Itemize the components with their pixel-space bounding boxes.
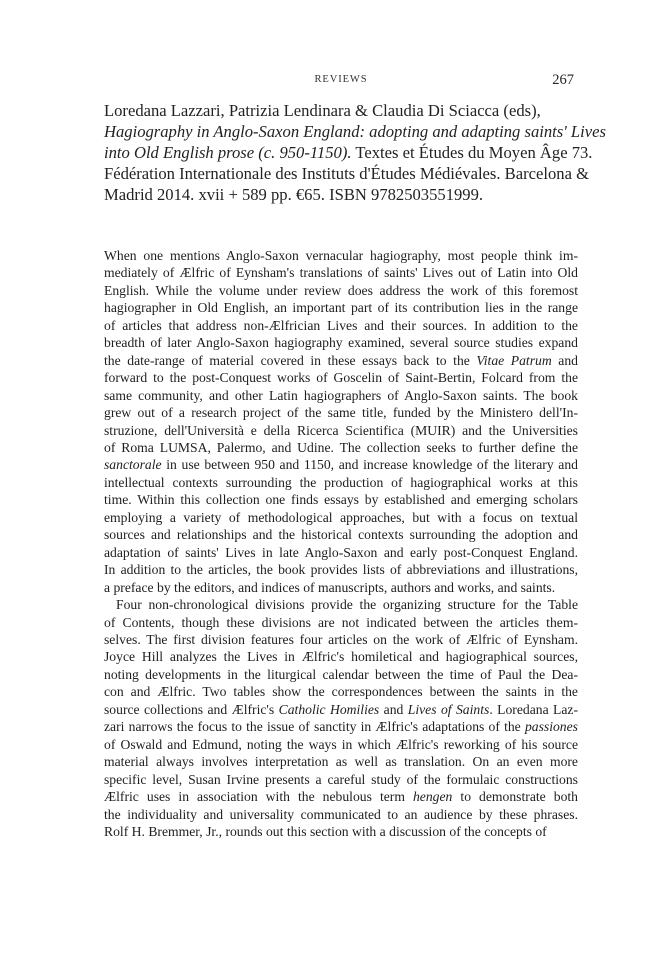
body-line [104,422,578,439]
body-line [104,683,578,700]
body-line [104,561,578,578]
citation-title-end: into Old English prose (c. 950-1150). [104,143,352,162]
body-text-segment: When one mentions Anglo-Saxon vernacular hagiography, most people think im- [104,248,578,263]
citation-series: Textes et Études du Moyen Âge 73. [355,143,593,162]
body-text-segment: a preface by the editors, and indices of manuscripts, authors and works, and saints. [104,579,556,595]
body-line [104,491,578,508]
body-text-segment: breadth of later Anglo-Saxon hagiography examined, several source studies expand [104,335,578,351]
body-text-segment: In addition to the articles, the book provides lists of abbreviations and illustrations, [104,562,578,578]
italic-text: sanctorale [104,457,162,473]
body-text-segment: and [379,701,408,717]
body-text-segment: the date-range of material covered in these essays back to the [104,352,477,368]
body-text-segment: Joyce Hill analyzes the Lives in Ælfric's homiletical and hagiographical sources, [104,649,578,665]
body-line [104,596,578,613]
body-line [104,526,578,543]
body-line [104,806,578,823]
body-text-segment: adaptation of saints' Lives in late Anglo-Saxon and early post-Conquest England. [104,544,578,560]
body-line [104,648,578,665]
body-line [104,718,578,735]
body-line [104,736,578,753]
body-line [104,701,578,718]
body-text-segment: forward to the post-Conquest works of Goscelin of Saint-Bertin, Folcard from the [104,370,578,386]
body-line [104,771,578,788]
body-text-segment: material always involves interpretation as well as translation. On an even more [104,754,578,770]
citation-details: Madrid 2014. xvii + 589 pp. €65. ISBN 9782503551999. [104,185,484,204]
body-text-segment: of Oswald and Edmund, noting the ways in which Ælfric's reworking of his source [104,736,578,752]
body-text-segment: . Loredana Laz- [489,701,579,717]
body-line [104,666,578,683]
italic-text: passiones [524,719,578,735]
running-head [104,74,578,90]
body-line [104,579,578,596]
body-text-segment: source collections and Ælfric's [104,701,279,717]
italic-text: Vitae Patrum [476,352,552,368]
body-line [104,404,578,421]
body-text-segment: same community, and other Latin hagiographers of Anglo-Saxon saints. The book [104,387,578,403]
body-text-segment: Rolf H. Bremmer, Jr., rounds out this section with a discussion of the concepts of [104,823,547,839]
body-line [104,264,578,281]
body-line [104,247,578,264]
body-text-segment: selves. The first division features four articles on the work of Ælfric of Eynsham. [104,631,578,647]
body-text-segment: in use between 950 and 1150, and increase knowledge of the literary and [161,457,578,473]
body-text-segment: hagiographer in Old English, an important part of its contribution lies in the range [104,300,578,316]
body-line [104,282,578,299]
italic-text: Lives of Saints [407,701,490,717]
body-text-segment: employing a variety of methodological approaches, but with a focus on textual [104,509,578,525]
body-line [104,544,578,561]
body-text-segment: to demonstrate both [452,789,578,805]
body-text-segment: of Contents, though these divisions are not indicated between the articles them- [104,614,578,630]
body-line [104,387,578,404]
body-line [104,509,578,526]
citation-publisher: Fédération Internationale des Instituts d'Études Médiévales. Barcelona & [104,164,589,183]
body-text-segment: Ælfric uses in association with the nebulous term [104,789,413,805]
body-line [104,753,578,770]
body-text-segment: specific level, Susan Irvine presents a careful study of the formulaic constructions [104,771,578,787]
body-text-segment: noting developments in the liturgical calendar between the time of Paul the Dea- [104,666,578,682]
body-text-segment: of Roma LUMSA, Palermo, and Udine. The collection seeks to further define the [104,439,578,455]
body-text-segment: zari narrows the focus to the issue of sanctity in Ælfric's adaptations of the [104,719,525,735]
body-text-segment: of articles that address non-Ælfrician Lives and their sources. In addition to the [104,317,578,333]
body-text-segment: mediately of Ælfric of Eynsham's translations of saints' Lives out of Latin into Old [104,265,578,281]
body-line [104,299,578,316]
body-text-segment: Four non-chronological divisions provide the organizing structure for the Table [116,597,578,613]
body-text-segment: the individuality and universality communicated to an audience by these phrases. [104,806,578,822]
body-text-segment: time. Within this collection one finds essays by established and emerging scholars [104,492,578,508]
citation-title-line-2 [104,142,593,163]
body-line [104,369,578,386]
body-line [104,317,578,334]
body-line [104,474,578,491]
citation-title-line-1: Hagiography in Anglo-Saxon England: adopting and adapting saints' Lives [104,122,606,141]
body-line [104,614,578,631]
section-title: REVIEWS [314,74,368,85]
body-line [104,823,578,840]
body-text-segment: grew out of a research project of the same title, funded by the Ministero dell'In- [104,405,578,421]
body-line [104,334,578,351]
citation-authors: Loredana Lazzari, Patrizia Lendinara & Claudia Di Sciacca (eds), [104,101,541,120]
body-text-segment: and [551,352,579,368]
body-line [104,352,578,369]
body-text-segment: English. While the volume under review does address the work of this foremost [104,282,578,298]
body-text-segment: sources and relationships and the historical contexts surrounding the adoption and [104,527,578,543]
body-text-segment: struzione, dell'Università e della Ricerca Scientifica (MUIR) and the Universities [104,422,578,438]
body-text-segment: con and Ælfric. Two tables show the correspondences between the saints in the [104,684,578,700]
review-body [104,247,578,840]
page-number: 267 [552,72,574,88]
body-line [104,439,578,456]
italic-text: hengen [412,789,453,805]
body-text-segment: intellectual contexts surrounding the production of hagiographical works at this [104,474,578,490]
body-line [104,788,578,805]
body-line [104,456,578,473]
body-line [104,631,578,648]
italic-text: Catholic Homilies [278,701,380,717]
book-citation [104,100,606,205]
